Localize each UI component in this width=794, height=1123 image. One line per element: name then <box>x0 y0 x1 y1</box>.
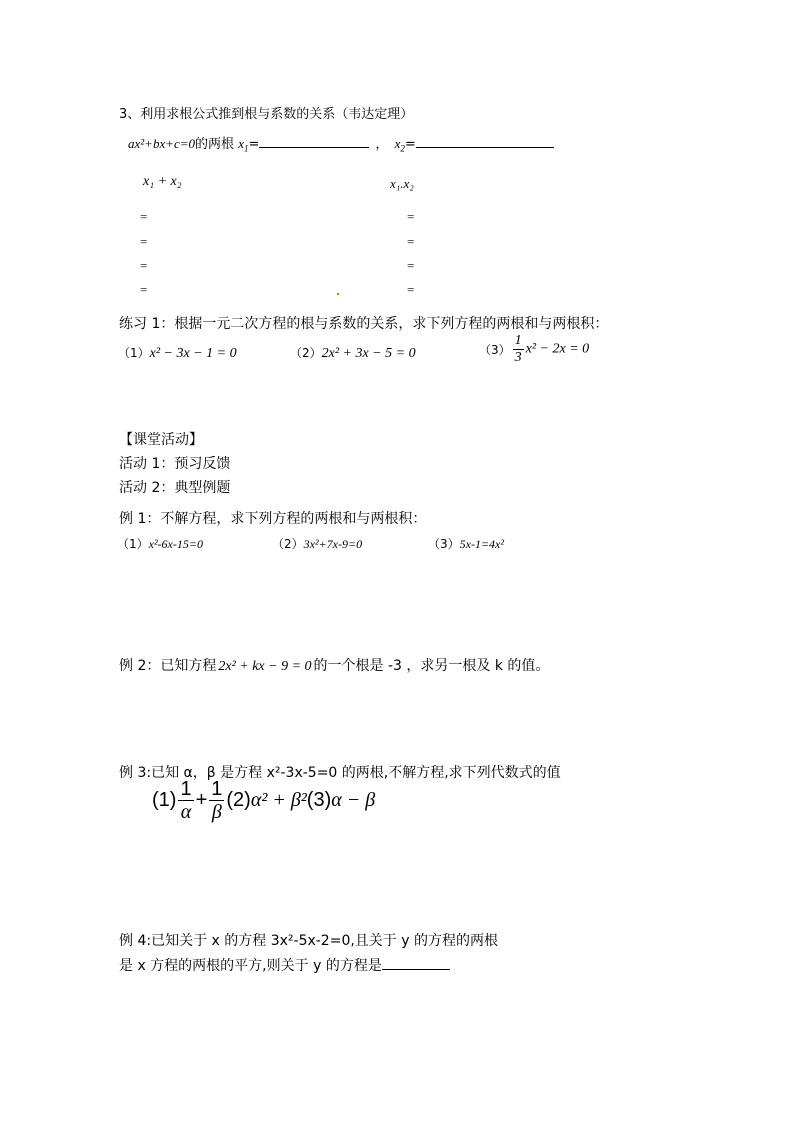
vieta-roots-line <box>128 133 554 154</box>
x2-symbol: $x_2$ <box>394 136 405 154</box>
part1-label: (1) <box>152 789 177 811</box>
fraction-one-over-beta: $\frac{1}{\beta}$ <box>211 778 223 823</box>
example1-title: 例 1：不解方程，求下列方程的两根和与两根积： <box>119 511 427 527</box>
activity-heading: 【课堂活动】 <box>119 432 203 448</box>
activity-2: 活动 2：典型例题 <box>119 480 231 496</box>
practice1-item2: （2）2x² + 3x − 5 = 0 <box>290 346 416 361</box>
example1-item2: （2）3x²+7x-9=0 <box>272 537 363 551</box>
sum-of-roots-label: x₁ + x₂ <box>143 174 182 189</box>
x2-answer-blank[interactable] <box>416 147 554 148</box>
part2-expression: α² + β² <box>250 789 307 811</box>
comma: ， <box>375 137 389 152</box>
example4-line2: 是 x 方程的两根的平方,则关于 y 的方程是 <box>119 955 450 975</box>
sum-step-4: = <box>140 282 148 297</box>
two-roots-text: 的两根 <box>195 137 235 152</box>
fraction-one-over-alpha: $\frac{1}{\alpha}$ <box>180 778 192 823</box>
example4-answer-blank[interactable] <box>382 969 450 970</box>
x1-symbol: $x_1$ <box>238 136 249 154</box>
product-step-2: = <box>407 234 415 249</box>
fraction-one-third: $\frac{1}{3}$ <box>514 333 522 365</box>
activity-1: 活动 1：预习反馈 <box>119 456 231 472</box>
part3-expression: α − β <box>331 789 376 811</box>
example3-title: 例 3:已知 α，β 是方程 x²-3x-5=0 的两根,不解方程,求下列代数式的值 <box>119 765 561 781</box>
section3-title: 3、利用求根公式推到根与系数的关系（韦达定理） <box>119 107 414 122</box>
part3-label: (3) <box>306 789 332 811</box>
part2-label: (2) <box>226 789 251 811</box>
practice1-item3: （3） $\frac{1}{3}$ x² − 2x = 0 <box>479 333 590 365</box>
practice1-title: 练习 1：根据一元二次方程的根与系数的关系，求下列方程的两根和与两根积： <box>119 316 609 332</box>
example1-item1: （1）x²-6x-15=0 <box>117 537 203 551</box>
example3-expressions: (1) $\frac{1}{\alpha}$ + $\frac{1}{\beta}$ (2)α² + β²(3)α − β <box>152 778 376 823</box>
sum-step-1: = <box>140 209 148 224</box>
example2: 例 2：已知方程 2x² + kx − 9 = 0 的一个根是 -3 ，求另一根及 k 的值。 <box>119 658 550 674</box>
sum-step-2: = <box>140 234 148 249</box>
product-step-3: = <box>407 258 415 273</box>
example2-equation: 2x² + kx − 9 = 0 <box>218 659 312 674</box>
product-of-roots-label: x₁.x₂ <box>390 176 414 191</box>
example4-line1: 例 4:已知关于 x 的方程 3x²-5x-2=0,且关于 y 的方程的两根 <box>119 933 498 949</box>
practice1-item1: （1）x² − 3x − 1 = 0 <box>118 346 237 361</box>
x1-answer-blank[interactable] <box>259 147 369 148</box>
x2-equals: = <box>404 137 416 152</box>
quadratic-general-form: ax²+bx+c=0 <box>128 136 196 151</box>
sum-step-3: = <box>140 258 148 273</box>
stray-mark <box>337 293 339 295</box>
product-step-4: = <box>407 282 415 297</box>
example1-item3: （3）5x-1=4x² <box>428 537 504 551</box>
x1-equals: = <box>248 137 260 152</box>
product-step-1: = <box>407 209 415 224</box>
